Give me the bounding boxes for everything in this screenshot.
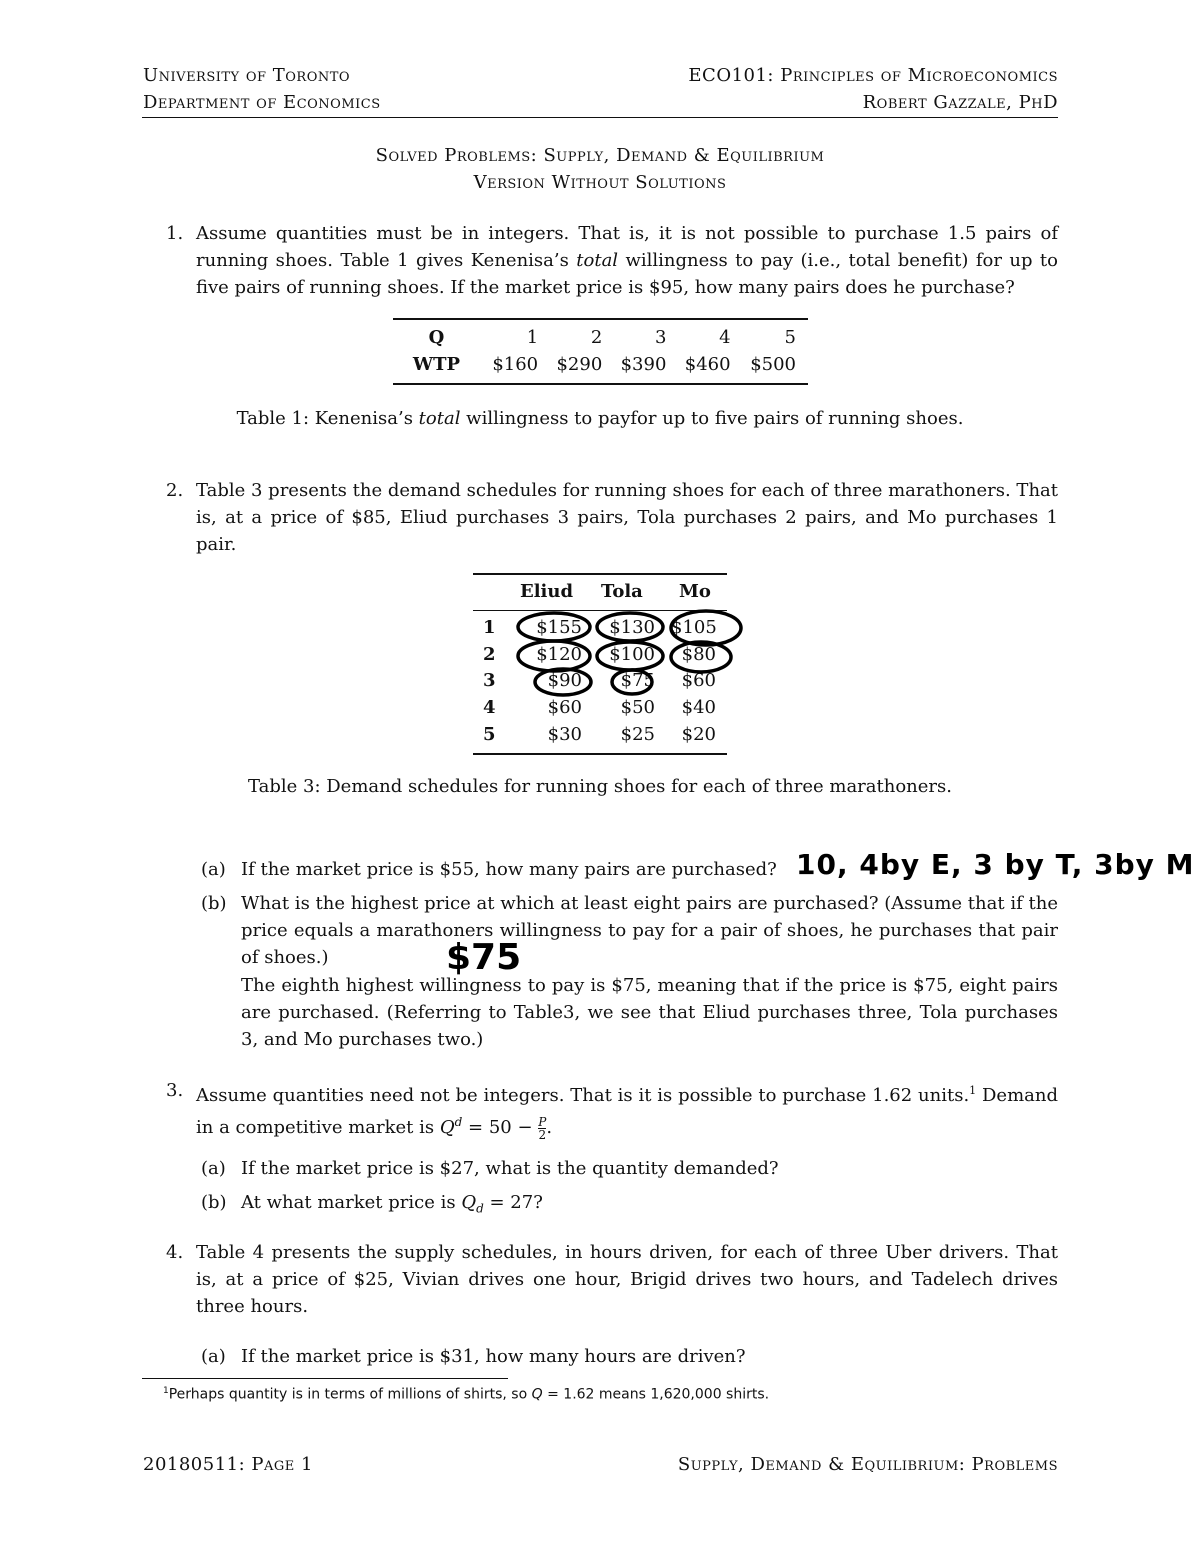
table-cell: $90 (547, 670, 582, 692)
question-3a: (a) If the market price is $27, what is the quantity demanded? (241, 1155, 1058, 1182)
footnote-mark: 1 (969, 1084, 977, 1097)
circle-tola-3 (612, 670, 652, 694)
question-number: 2. (166, 480, 184, 501)
table-cell: $60 (547, 697, 582, 719)
footer-title: Supply, Demand & Equilibrium: Problems (677, 1454, 1058, 1475)
circle-eliud-1 (518, 613, 590, 641)
column-header: Mo (679, 581, 711, 602)
table-cell: $130 (609, 617, 655, 638)
row-label: 5 (483, 723, 496, 745)
table-cell: $60 (681, 670, 716, 692)
table-cell: $75 (620, 670, 655, 692)
table-1-caption: Table 1: Kenenisa’s total willingness to payfor up to five pairs of running shoes. (236, 408, 964, 429)
table-cell: $25 (620, 723, 655, 745)
circle-mo-1 (671, 611, 741, 645)
question-number: 3. (166, 1080, 184, 1101)
question-2a: (a) If the market price is $55, how many pairs are purchased? (241, 856, 1058, 883)
table-cell: $80 (681, 643, 716, 665)
row-label: 3 (483, 670, 496, 692)
table-cell: $120 (536, 643, 582, 665)
question-3b: (b) At what market price is $Q_d = 27$? (241, 1189, 1058, 1223)
question-3: 3. Assume quantities need not be integers. That is it is possible to purchase 1.62 units.$^1$ Demand in a competitive market is $Q^d = 50$ − $\frac{P}{2}$ . (196, 1077, 1058, 1141)
circle-eliud-3 (535, 669, 591, 695)
circle-eliud-2 (518, 641, 590, 671)
row-label: 1 (483, 617, 496, 638)
table-cell: $50 (620, 697, 655, 719)
table-row: Q 1 2 3 4 5 (393, 324, 808, 351)
column-header: Eliud (520, 581, 574, 602)
row-label: WTP (412, 354, 461, 375)
table-cell: $155 (536, 617, 582, 638)
footnote-rule (142, 1378, 508, 1379)
question-4a: (a) If the market price is $31, how many hours are driven? (241, 1343, 1058, 1370)
table-cell: $100 (609, 643, 655, 665)
footer-page: 20180511: Page 1 (143, 1454, 313, 1475)
row-label: Q (428, 327, 445, 348)
subquestion-label: (a) (201, 1346, 226, 1367)
subquestion-label: (b) (201, 1192, 227, 1213)
column-header: Tola (601, 581, 643, 602)
title-line1: Solved Problems: Supply, Demand & Equilibrium (375, 145, 825, 166)
footnote: $^1$Perhaps quantity is in terms of millions of shirts, so Q = 1.62 means 1,620,000 shirts. (163, 1386, 770, 1403)
question-4: 4. Table 4 presents the supply schedules, in hours driven, for each of three Uber drivers. That is, at a price of $25, Vivian drives one hour, Brigid drives two hours, and Tadelech drives three hours. (196, 1239, 1058, 1320)
header-course: ECO101: Principles of Microeconomics (688, 65, 1058, 86)
formula-q: Q (439, 1117, 455, 1138)
question-number: 4. (166, 1242, 184, 1263)
table-row: WTP $160 $290 $390 $460 $500 (393, 351, 808, 378)
handwritten-answer-2b: $75 (446, 937, 522, 978)
row-label: 2 (483, 643, 496, 665)
question-1: 1. Assume quantities must be in integers. That is, it is not possible to purchase 1.5 pairs of running shoes. Table 1 gives Kenenisa’s total willingness to pay (i.e., total benefit) for up to five pairs of running shoes. If the market price is $95, how many pairs does he purchase? (196, 220, 1058, 301)
solution-2b: The eighth highest willingness to pay is $75, meaning that if the price is $75, eight pairs are purchased. (Referring to Table3, we see that Eliud purchases three, Tola purchases 3, and Mo purchases two.) (241, 975, 1058, 1050)
title-line2: Version Without Solutions (473, 172, 727, 193)
circle-tola-2 (597, 642, 663, 670)
table-cell: $30 (547, 723, 582, 745)
table-cell: $20 (681, 723, 716, 745)
table-cell: $40 (681, 697, 716, 719)
header-author: Robert Gazzale, PhD (862, 92, 1058, 113)
subquestion-label: (a) (201, 859, 226, 880)
subquestion-label: (b) (201, 893, 227, 914)
circle-tola-1 (597, 613, 663, 641)
fraction: $\frac{P}{2}$ (538, 1114, 547, 1142)
header-university: University of Toronto (143, 65, 351, 86)
row-label: 4 (483, 697, 496, 719)
question-2b: (b) What is the highest price at which at least eight pairs are purchased? (Assume that if the price equals a marathoners willingness to pay for a pair of shoes, he purchases that pair of shoes.) (241, 890, 1058, 971)
question-number: 1. (166, 223, 184, 244)
table-cell: $105 (671, 617, 717, 638)
question-2: 2. Table 3 presents the demand schedules for running shoes for each of three marathoners. That is, at a price of $85, Eliud purchases 3 pairs, Tola purchases 2 pairs, and Mo purchases 1 pair. (196, 477, 1058, 558)
header-department: Department of Economics (143, 92, 381, 113)
table-3-caption: Table 3: Demand schedules for running shoes for each of three marathoners. (248, 776, 952, 797)
subquestion-label: (a) (201, 1158, 226, 1179)
handwritten-answer-2a: 10, 4by E, 3 by T, 3by M (796, 848, 1195, 881)
